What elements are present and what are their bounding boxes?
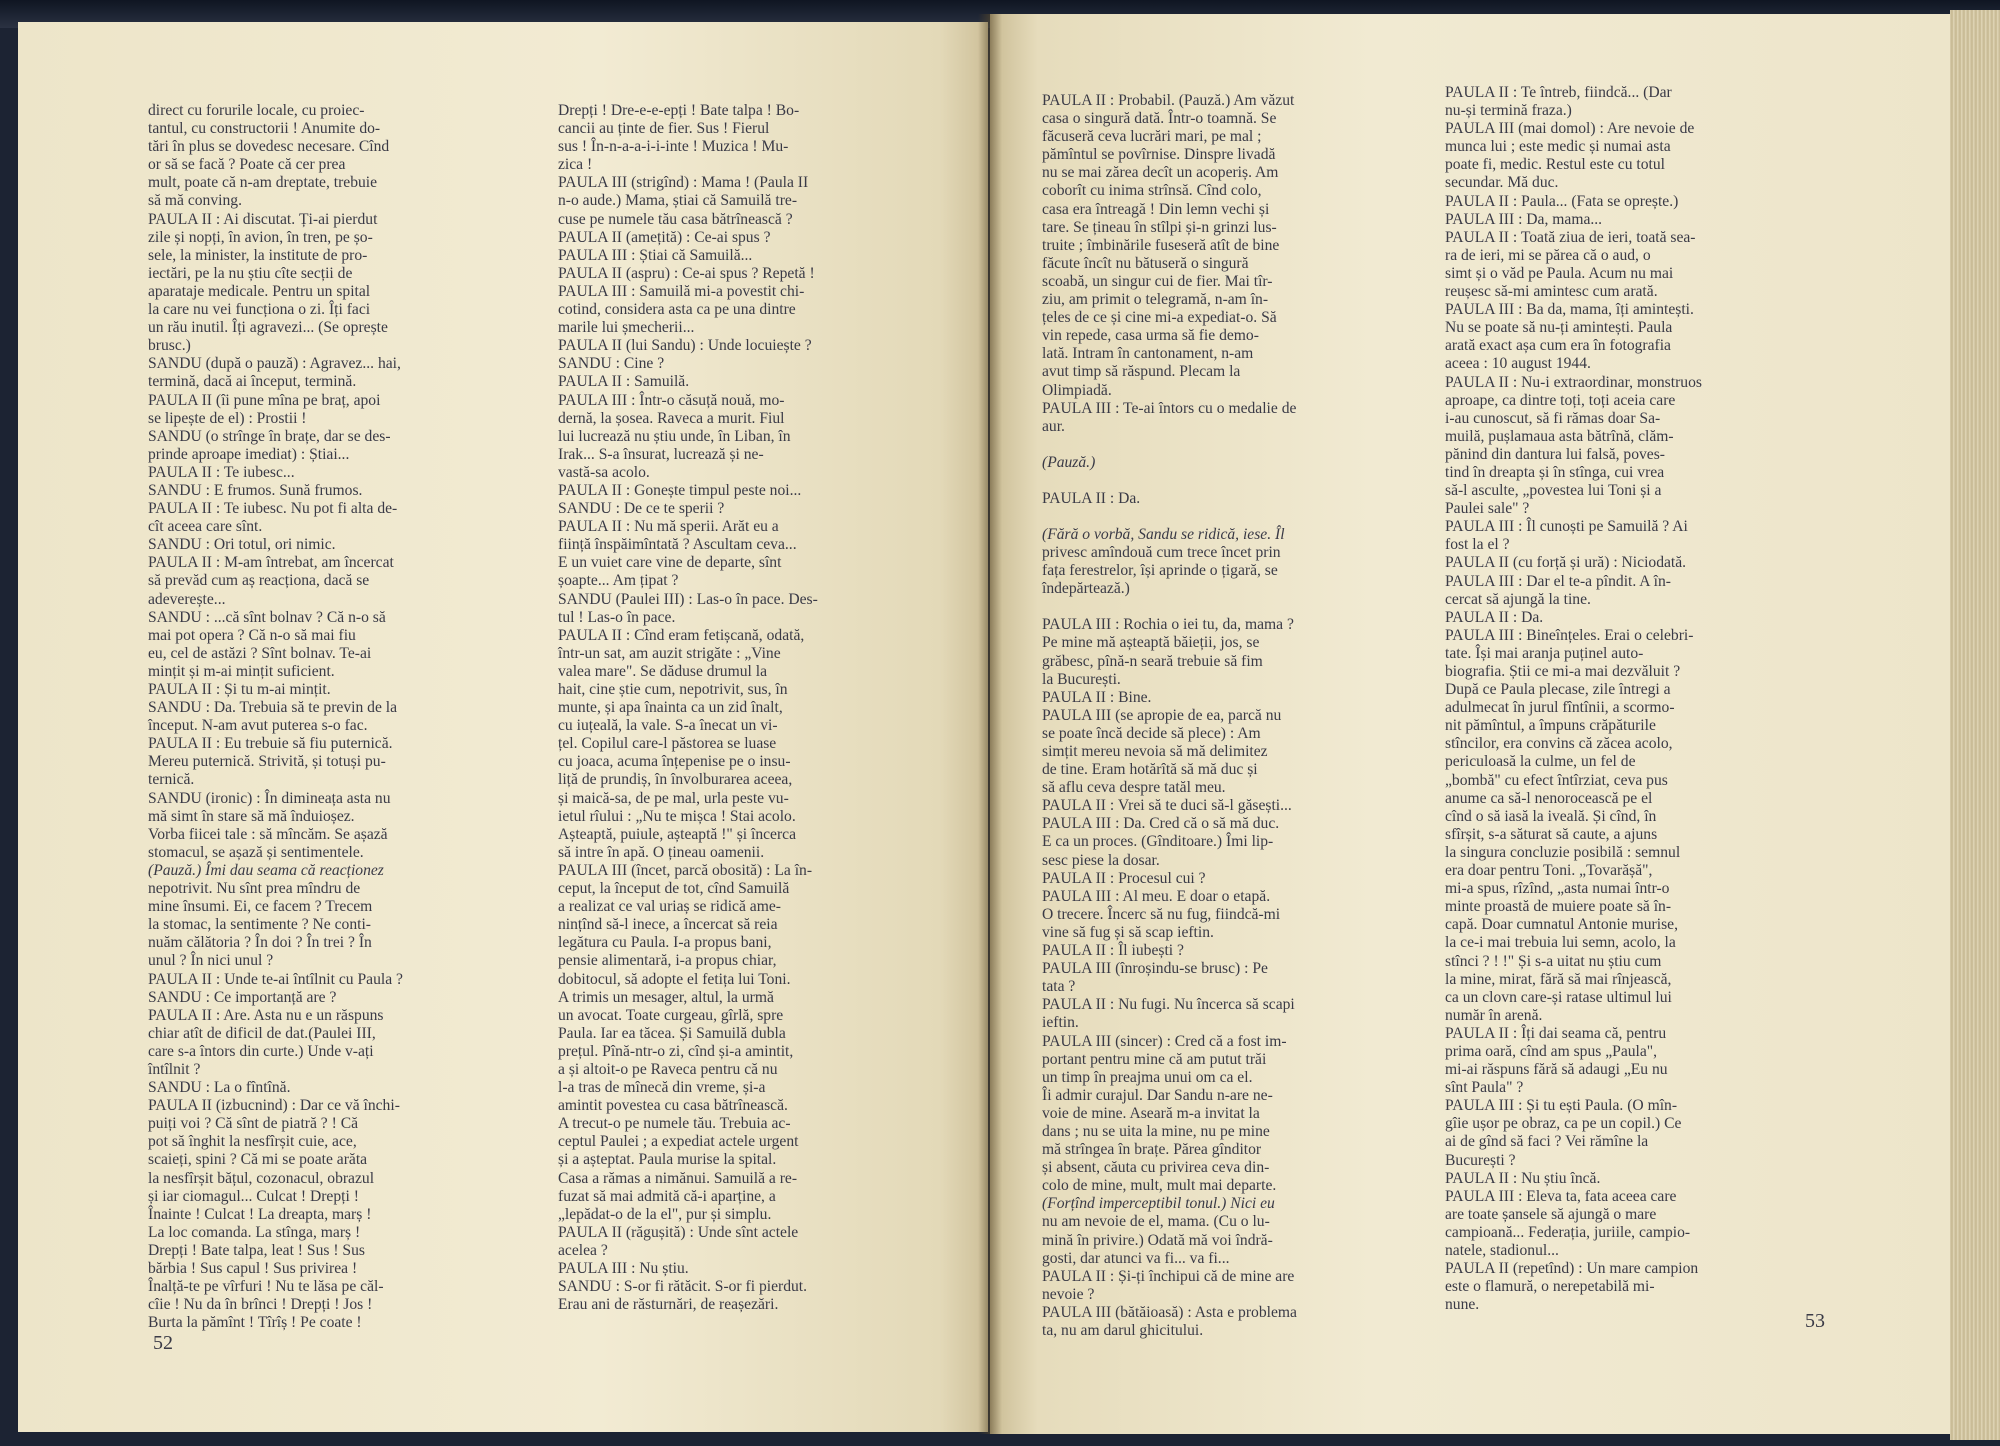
text-line: direct cu forurile locale, cu proiec- xyxy=(148,102,365,119)
text-line: care s-a întors din curte.) Unde v-ați xyxy=(148,1042,374,1060)
text-line: adeverește... xyxy=(148,590,226,608)
text-line: să-l asculte, „povestea lui Toni și a xyxy=(1445,482,1662,500)
text-line: (Pauză.) Îmi dau seama că reacționez xyxy=(148,861,384,879)
text-line: scaieți, spini ? Că mi se poate arăta xyxy=(148,1151,368,1169)
text-line: la ce-i mai trebuia lui semn, acolo, la xyxy=(1445,934,1676,952)
text-line: ra de ieri, mi se părea că o aud, o xyxy=(1445,246,1651,264)
text-line: PAULA II : Da. xyxy=(1445,608,1544,626)
text-line: zica ! xyxy=(558,156,593,174)
text-line: dernă, la șosea. Raveca a murit. Fiul xyxy=(558,409,785,427)
text-line: PAULA II : Paula... (Fata se oprește.) xyxy=(1445,192,1679,210)
text-line: PAULA III (bătăioasă) : Asta e problema xyxy=(1042,1303,1297,1321)
text-line: țel. Copilul care-l păstorea se luase xyxy=(558,735,777,753)
text-line: fuzat să mai admită că-i aparține, a xyxy=(558,1187,776,1205)
text-line: arată exact așa cum era în fotografia xyxy=(1445,337,1671,355)
text-line: hait, cine știe cum, nepotrivit, sus, în xyxy=(558,681,788,698)
text-line: Paulei sale" ? xyxy=(1445,500,1530,518)
text-line: Nu se poate să nu-ți amintești. Paula xyxy=(1445,319,1673,337)
text-line: PAULA III (înroșindu-se brusc) : Pe xyxy=(1042,960,1268,978)
text-line: Olimpiadă. xyxy=(1042,381,1112,399)
text-line: ceptul Paulei ; a expediat actele urgent xyxy=(558,1133,799,1151)
text-line: colo de mine, mult, mult mai departe. xyxy=(1042,1177,1277,1195)
text-line: amintit povestea cu casa bătrînească. xyxy=(558,1097,788,1115)
right-page xyxy=(990,14,1950,1434)
right-column-1 xyxy=(1042,92,1427,1340)
text-line: făcuseră ceva lucrări mari, pe mal ; xyxy=(1042,128,1262,146)
text-line: vine să fug și să scap ieftin. xyxy=(1042,923,1214,941)
book-gutter xyxy=(978,14,1002,1434)
text-line: Paula. Iar ea tăcea. Și Samuilă dubla xyxy=(558,1024,786,1042)
text-line: PAULA II : Procesul cui ? xyxy=(1042,869,1206,887)
text-line: PAULA III : Îl cunoști pe Samuilă ? Ai xyxy=(1445,518,1688,536)
text-line: era doar pentru Toni. „Tovarășă", xyxy=(1445,862,1653,880)
text-line: puiți voi ? Că sînt de piatră ? ! Că xyxy=(148,1115,359,1133)
text-line: nințînd să-l inece, a încercat să reia xyxy=(558,916,778,934)
text-line: se poate încă decide să plece) : Am xyxy=(1042,724,1261,742)
text-line: sînt Paula" ? xyxy=(1445,1079,1524,1097)
text-line: or să se facă ? Poate că cer prea xyxy=(148,156,346,174)
text-line: mințit și m-ai mințit suficient. xyxy=(148,662,335,680)
text-line: început. N-am avut puterea s-o fac. xyxy=(148,717,368,735)
text-line: poate fi, medic. Restul este cu totul xyxy=(1445,156,1665,174)
text-line: PAULA III (se apropie de ea, parcă nu xyxy=(1042,706,1282,724)
text-line: sfîrșit, s-a săturat să caute, a ajuns xyxy=(1445,825,1658,843)
right-column-2 xyxy=(1445,84,1830,1314)
text-line: cu iuțeală, la vale. S-a înecat un vi- xyxy=(558,717,778,735)
text-line: într-un sat, am auzit strigăte : „Vine xyxy=(558,644,781,662)
text-line: La loc comanda. La stînga, marș ! xyxy=(148,1223,361,1241)
text-line: PAULA II : Și-ți închipui că de mine are xyxy=(1042,1267,1295,1285)
text-line: chiar atît de dificil de dat.(Paulei III, xyxy=(148,1024,376,1042)
text-line: secundar. Mă duc. xyxy=(1445,174,1559,192)
text-line: SANDU : E frumos. Sună frumos. xyxy=(148,481,363,499)
text-line: După ce Paula plecase, zile întregi a xyxy=(1445,681,1671,699)
text-line: un avocat. Toate curgeau, gîrlă, spre xyxy=(558,1006,784,1024)
text-line: să intre în apă. O țineau oamenii. xyxy=(558,843,765,861)
text-line: acelea ? xyxy=(558,1241,608,1259)
text-line: tări în plus se dovedesc necesare. Cînd xyxy=(148,138,390,156)
text-line: natele, stadionul... xyxy=(1445,1242,1559,1259)
text-line: să prevăd cum aș reacționa, dacă se xyxy=(148,572,370,590)
text-line: iectări, pe la nu știu cîte secții de xyxy=(148,264,353,282)
text-line: PAULA III : Eleva ta, fata aceea care xyxy=(1445,1187,1677,1205)
text-line: de tine. Eram hotărîtă să mă duc și xyxy=(1042,761,1258,779)
text-line: îndepărtează.) xyxy=(1042,580,1130,598)
text-line: nit pămîntul, a împuns crăpăturile xyxy=(1445,717,1656,735)
text-line: Pe mine mă așteaptă băieții, jos, se xyxy=(1042,634,1260,652)
text-line: SANDU : Da. Trebuia să te previn de la xyxy=(148,699,398,717)
text-line: Drepți ! Bate talpa, leat ! Sus ! Sus xyxy=(148,1241,365,1259)
text-line: cu joaca, acuma înțepenise pe o insu- xyxy=(558,753,791,771)
text-line: nepotrivit. Nu sînt prea mîndru de xyxy=(148,880,361,898)
text-line: PAULA II : Îți dai seama că, pentru xyxy=(1445,1024,1667,1042)
text-line: PAULA II (îi pune mîna pe braț, apoi xyxy=(148,391,381,409)
text-line: E un vuiet care vine de departe, sînt xyxy=(558,554,782,572)
text-line: cîie ! Nu da în brînci ! Drepți ! Jos ! xyxy=(148,1296,373,1314)
text-line: să aflu ceva despre tatăl meu. xyxy=(1042,779,1226,797)
text-line: simt și o văd pe Paula. Acum nu mai xyxy=(1445,264,1674,282)
text-line: n-o aude.) Mama, știai că Samuilă tre- xyxy=(558,192,798,210)
text-line: aparataje medicale. Pentru un spital xyxy=(148,282,371,300)
text-line: nune. xyxy=(1445,1296,1480,1314)
text-line: bărbia ! Sus capul ! Sus privirea ! xyxy=(148,1260,358,1277)
text-line: se lipește de el) : Prostii ! xyxy=(148,409,307,427)
text-line: prinde aproape imediat) : Știai... xyxy=(148,445,350,463)
text-line: PAULA II (repetînd) : Un mare campion xyxy=(1445,1260,1699,1278)
text-line: PAULA II : Are. Asta nu e un răspuns xyxy=(148,1006,384,1024)
text-line: cotind, considera asta ca pe una dintre xyxy=(558,301,796,319)
text-line: stomacul, se așază și sentimentele. xyxy=(148,843,364,861)
left-column-2 xyxy=(558,102,948,1314)
text-line: A trimis un mesager, altul, la urmă xyxy=(558,988,774,1006)
text-line: PAULA III : Da, mama... xyxy=(1445,210,1603,228)
page-number-right: 53 xyxy=(1805,1310,1825,1332)
text-line: la București. xyxy=(1042,670,1121,688)
text-line: gîie ușor pe obraz, ca pe un copil.) Ce xyxy=(1445,1115,1682,1133)
text-line: zile și nopți, în avion, în tren, pe șo- xyxy=(148,228,373,246)
text-line: PAULA II (lui Sandu) : Unde locuiește ? xyxy=(558,337,812,355)
text-line xyxy=(1042,472,1427,490)
text-line: este o flamură, o nerepetabilă mi- xyxy=(1445,1278,1655,1296)
text-line: PAULA III : Al meu. E doar o etapă. xyxy=(1042,887,1271,905)
text-line: Casa a rămas a nimănui. Samuilă a re- xyxy=(558,1169,798,1187)
text-line: (Fără o vorbă, Sandu se ridică, iese. Îl xyxy=(1042,525,1285,543)
text-line: dobitocul, să adopte el fetița lui Toni. xyxy=(558,970,791,988)
text-line: PAULA III : Bineînțeles. Erai o celebri- xyxy=(1445,626,1694,644)
text-line: PAULA III (sincer) : Cred că a fost im- xyxy=(1042,1032,1287,1050)
text-line: mai pot opera ? Că n-o să mai fiu xyxy=(148,626,356,644)
text-line: PAULA II : Vrei să te duci să-l găsești... xyxy=(1042,797,1292,815)
text-line: Irak... S-a însurat, lucrează și ne- xyxy=(558,445,764,463)
text-line: lată. Intram în cantonament, n-am xyxy=(1042,345,1254,363)
text-line: Mereu puternică. Strivită, și totuși pu- xyxy=(148,753,386,771)
text-line: prima oară, cînd am spus „Paula", xyxy=(1445,1042,1658,1060)
text-line: a și altoit-o pe Raveca pentru că nu xyxy=(558,1060,778,1078)
text-line: dans ; nu se uita la mine, nu pe mine xyxy=(1042,1122,1270,1140)
text-line: portant pentru mine că am putut trăi xyxy=(1042,1050,1267,1068)
text-line: București ? xyxy=(1445,1151,1516,1169)
text-line: cercat să ajungă la tine. xyxy=(1445,590,1591,608)
text-line: SANDU : De ce te sperii ? xyxy=(558,500,725,518)
text-line: ieftin. xyxy=(1042,1014,1079,1032)
text-line: nevoie ? xyxy=(1042,1285,1095,1303)
text-line: avut timp să răspund. Plecam la xyxy=(1042,363,1241,381)
text-line: legătura cu Paula. I-a propus bani, xyxy=(558,934,772,952)
text-line: Drepți ! Dre-e-e-epți ! Bate talpa ! Bo- xyxy=(558,102,800,119)
text-line: reușesc să-mi amintesc cum arată. xyxy=(1445,283,1658,301)
text-line: PAULA II : Te iubesc. Nu pot fi alta de- xyxy=(148,500,398,518)
text-line: ziu, am primit o telegramă, n-am în- xyxy=(1042,291,1269,309)
text-line: tata ? xyxy=(1042,978,1076,996)
text-line: Erau ani de răsturnări, de reașezări. xyxy=(558,1296,779,1314)
text-line: anume ca să-l nenorocească pe el xyxy=(1445,789,1653,807)
text-line: brusc.) xyxy=(148,337,191,355)
text-line: PAULA II : Bine. xyxy=(1042,688,1152,706)
text-line: PAULA II (amețită) : Ce-ai spus ? xyxy=(558,228,771,246)
text-line: capă. Doar cumnatul Antonie murise, xyxy=(1445,916,1678,934)
page-number-left: 52 xyxy=(153,1332,173,1354)
text-line: PAULA II : Nu mă sperii. Arăt eu a xyxy=(558,518,779,536)
text-line: PAULA II : Te iubesc... xyxy=(148,463,295,481)
text-line: PAULA III : Da. Cred că o să mă duc. xyxy=(1042,815,1280,833)
text-line: sus ! În-n-a-a-i-i-inte ! Muzica ! Mu- xyxy=(558,138,789,156)
text-line: la singura concluzie posibilă : semnul xyxy=(1445,843,1681,861)
text-line: ființă înspăimîntată ? Ascultam ceva... xyxy=(558,536,797,554)
text-line: PAULA II : Toată ziua de ieri, toată sea- xyxy=(1445,228,1696,246)
text-line: vin repede, casa urma să fie demo- xyxy=(1042,327,1259,345)
text-line: PAULA II : Nu-i extraordinar, monstruos xyxy=(1445,373,1702,391)
text-line xyxy=(1042,598,1427,616)
text-line: pot să înghit la nesfîrșit cuie, ace, xyxy=(148,1133,357,1151)
text-line: mă simt în stare să mă înduioșez. xyxy=(148,807,355,825)
text-line: nu am nevoie de el, mama. (Cu o lu- xyxy=(1042,1213,1270,1231)
text-line: PAULA II : Unde te-ai întîlnit cu Paula ? xyxy=(148,970,403,988)
text-line: la stomac, la sentimente ? Ne conti- xyxy=(148,916,371,934)
text-line: valea mare". Se dăduse drumul la xyxy=(558,662,768,680)
text-line: făcute încît nu bătuseră o singură xyxy=(1042,254,1249,272)
text-line: nu-și termină fraza.) xyxy=(1445,102,1572,120)
text-line: prețul. Pînă-ntr-o zi, cînd și-a amintit, xyxy=(558,1042,794,1060)
text-line: ta, nu am darul ghicitului. xyxy=(1042,1322,1204,1339)
text-line: SANDU (ironic) : În dimineața asta nu xyxy=(148,789,391,807)
text-line: minte proastă de muiere poate să în- xyxy=(1445,898,1672,916)
text-line: tul ! Las-o în pace. xyxy=(558,608,676,626)
text-line: mult, poate că n-am dreptate, trebuie xyxy=(148,174,378,192)
text-line: privesc amîndouă cum trece încet prin xyxy=(1042,544,1281,562)
text-line: (Forțînd imperceptibil tonul.) Nici eu xyxy=(1042,1195,1275,1213)
text-line: PAULA II (aspru) : Ce-ai spus ? Repetă ! xyxy=(558,264,815,282)
text-line: SANDU : ...că sînt bolnav ? Că n-o să xyxy=(148,608,386,626)
text-line: casa o singură dată. Într-o toamnă. Se xyxy=(1042,110,1277,128)
text-line: vastă-sa acolo. xyxy=(558,463,650,481)
text-line: termină, dacă ai început, termină. xyxy=(148,373,357,391)
text-line: ietul rîului : „Nu te mișca ! Stai acolo. xyxy=(558,807,796,825)
text-line: PAULA II : Te întreb, fiindcă... (Dar xyxy=(1445,84,1672,101)
text-line: scoabă, un singur cui de fier. Mai tîr- xyxy=(1042,272,1273,290)
text-line: are toate șansele să ajungă o mare xyxy=(1445,1205,1657,1223)
text-line: PAULA III : Nu știu. xyxy=(558,1260,689,1277)
text-line: SANDU : S-or fi rătăcit. S-or fi pierdut. xyxy=(558,1278,808,1296)
text-line: cuse pe numele tău casa bătrînească ? xyxy=(558,210,793,228)
text-line: să mă conving. xyxy=(148,192,242,210)
text-line: biografia. Știi ce mi-a mai dezvăluit ? xyxy=(1445,663,1681,680)
text-line: aur. xyxy=(1042,417,1065,435)
text-line: PAULA II : M-am întrebat, am încercat xyxy=(148,554,394,572)
text-line: PAULA III : Samuilă mi-a povestit chi- xyxy=(558,282,805,300)
text-line: PAULA II : Gonește timpul peste noi... xyxy=(558,481,802,499)
text-line: Burta la pămînt ! Tîrîș ! Pe coate ! xyxy=(148,1314,362,1332)
text-line: truite ; îmbinările fuseseră atît de bine xyxy=(1042,236,1280,254)
text-line: voie de mine. Aseară m-a invitat la xyxy=(1042,1104,1260,1122)
text-line: un rău inutil. Îți agravezi... (Se oprește xyxy=(148,319,388,337)
text-line: țeles de ce și cine mi-a expediat-o. Să xyxy=(1042,309,1277,327)
text-line: la nesfîrșit bățul, cozonacul, obrazul xyxy=(148,1169,375,1187)
text-line: PAULA III : Și tu ești Paula. (O mîn- xyxy=(1445,1097,1678,1115)
text-line: Înalță-te pe vîrfuri ! Nu te lăsa pe căl- xyxy=(148,1278,384,1296)
text-line: ai de gînd să faci ? Vei rămîne la xyxy=(1445,1133,1649,1151)
text-line: a realizat ce val uriaș se ridică ame- xyxy=(558,898,781,916)
text-line: grăbesc, pînă-n seară trebuie să fim xyxy=(1042,652,1263,670)
text-line: munca lui ; este medic și numai asta xyxy=(1445,138,1671,156)
text-line: stînci ? ! !" Și s-a uitat nu știu cum xyxy=(1445,952,1662,970)
text-line: marile lui șmecherii... xyxy=(558,319,695,337)
page-stack-edge xyxy=(1950,10,2000,1440)
text-line: adulmecat în jurul fîntînii, a scormo- xyxy=(1445,699,1675,717)
text-line: nu se mai zărea decît un acoperiș. Am xyxy=(1042,164,1279,182)
text-line: ternică. xyxy=(148,771,195,789)
text-line: casa era întreagă ! Din lemn vechi și xyxy=(1042,200,1270,218)
text-line: un timp în preajma unui om ca el. xyxy=(1042,1068,1253,1086)
text-line: și maică-sa, de pe mal, urla peste vu- xyxy=(558,789,789,807)
text-line: stîncilor, era convins că zăcea acolo, xyxy=(1445,735,1673,753)
text-line: cît aceea care sînt. xyxy=(148,518,263,536)
text-line: Îi admir curajul. Dar Sandu n-are ne- xyxy=(1042,1086,1273,1104)
text-line xyxy=(1042,508,1427,526)
text-line: simțit mereu nevoia să mă delimitez xyxy=(1042,743,1268,760)
text-line: tate. Își mai aranja puținel auto- xyxy=(1445,644,1644,662)
text-line: PAULA II : Da. xyxy=(1042,489,1141,507)
text-line: E ca un proces. (Gînditoare.) Îmi lip- xyxy=(1042,833,1274,851)
text-line: număr în arenă. xyxy=(1445,1006,1543,1024)
text-line: cînd o să iasă la iveală. Și cînd, în xyxy=(1445,807,1657,825)
text-line: pănind din dantura lui falsă, poves- xyxy=(1445,445,1665,463)
text-line: ceput, la început de tot, cînd Samuilă xyxy=(558,880,790,898)
text-line: PAULA II (răgușită) : Unde sînt actele xyxy=(558,1223,799,1241)
text-line: (Pauză.) xyxy=(1042,453,1096,471)
text-line xyxy=(1042,436,1427,454)
text-line: SANDU (după o pauză) : Agravez... hai, xyxy=(148,355,401,373)
text-line: mină în privire.) Odată mă voi îndră- xyxy=(1042,1231,1273,1249)
text-line: muilă, pușlamaua asta bătrînă, clăm- xyxy=(1445,427,1674,445)
text-line: PAULA II (cu forță și ură) : Niciodată. xyxy=(1445,554,1687,572)
text-line: pămîntul se povîrnise. Dinspre livadă xyxy=(1042,146,1276,164)
text-line: campioană... Federația, juriile, campio- xyxy=(1445,1223,1691,1241)
text-line: fost la el ? xyxy=(1445,536,1510,554)
text-line: PAULA III : Rochia o iei tu, da, mama ? xyxy=(1042,616,1294,634)
text-line: SANDU : La o fîntînă. xyxy=(148,1079,291,1097)
text-line: munte, și apa înainta ca un zid înalt, xyxy=(558,699,783,717)
text-line: pensie alimentară, i-a propus chiar, xyxy=(558,952,777,970)
text-line: unul ? În nici unul ? xyxy=(148,952,274,970)
text-line: la mine, mirat, fără să mai rînjească, xyxy=(1445,970,1672,988)
text-line: Așteaptă, puiule, așteaptă !" și încerca xyxy=(558,825,797,843)
text-line: mi-a spus, rîzînd, „asta numai într-o xyxy=(1445,880,1670,898)
text-line: PAULA III (strigînd) : Mama ! (Paula II xyxy=(558,174,809,192)
text-line: PAULA III (încet, parcă obosită) : La în- xyxy=(558,861,813,879)
text-line: mi-ai răspuns fără să adaugi „Eu nu xyxy=(1445,1061,1668,1079)
text-line: eu, cel de astăzi ? Sînt bolnav. Te-ai xyxy=(148,644,372,662)
text-line: fața ferestrelor, își aprinde o țigară, se xyxy=(1042,562,1278,580)
text-line: aceea : 10 august 1944. xyxy=(1445,355,1591,373)
text-line: SANDU (o strînge în brațe, dar se des- xyxy=(148,427,391,445)
text-line: lui lucrează nu știu unde, în Liban, în xyxy=(558,427,791,445)
text-line: mă strîngea în brațe. Părea gînditor xyxy=(1042,1141,1262,1159)
text-line: PAULA II : Nu fugi. Nu încerca să scapi xyxy=(1042,996,1295,1014)
text-line: gosti, dar atunci va fi... va fi... xyxy=(1042,1249,1230,1267)
text-line: SANDU : Ori totul, ori nimic. xyxy=(148,536,336,554)
text-line: PAULA III : Știai că Samuilă... xyxy=(558,246,753,264)
text-line: PAULA II : Eu trebuie să fiu puternică. xyxy=(148,735,393,753)
text-line: SANDU : Ce importanță are ? xyxy=(148,988,337,1006)
text-line: PAULA III (mai domol) : Are nevoie de xyxy=(1445,120,1695,138)
text-line: PAULA III : Dar el te-a pîndit. A în- xyxy=(1445,572,1671,590)
text-line: liță de prundiș, în învolburarea aceea, xyxy=(558,771,793,789)
text-line: nuăm călătoria ? În doi ? În trei ? În xyxy=(148,934,372,952)
text-line: PAULA II : Cînd eram fetișcană, odată, xyxy=(558,626,805,644)
text-line: SANDU : Cine ? xyxy=(558,355,665,373)
text-line: i-au cunoscut, să fi rămas doar Sa- xyxy=(1445,409,1661,427)
text-line: și absent, căuta cu privirea ceva din- xyxy=(1042,1159,1270,1177)
text-line: „bombă" cu efect întîrziat, ceva pus xyxy=(1445,771,1668,789)
text-line: și iar ciomagul... Culcat ! Drepți ! xyxy=(148,1187,359,1205)
text-line: SANDU (Paulei III) : Las-o în pace. Des- xyxy=(558,590,818,608)
left-page xyxy=(18,22,988,1432)
text-line: Vorba fiicei tale : să mîncăm. Se așază xyxy=(148,825,388,843)
text-line: tare. Se țineau în stîlpi și-n grinzi lus- xyxy=(1042,218,1277,236)
text-line: sele, la minister, la institute de pro- xyxy=(148,246,368,264)
text-line: PAULA II : Ai discutat. Ți-ai pierdut xyxy=(148,210,378,228)
text-line: PAULA II : Și tu m-ai mințit. xyxy=(148,681,331,698)
text-line: PAULA III : Într-o căsuță nouă, mo- xyxy=(558,391,785,409)
text-line: PAULA III : Te-ai întors cu o medalie de xyxy=(1042,399,1297,417)
text-line: A trecut-o pe numele tău. Trebuia ac- xyxy=(558,1115,791,1133)
text-line: șoapte... Am țipat ? xyxy=(558,572,679,590)
text-line: PAULA II : Probabil. (Pauză.) Am văzut xyxy=(1042,92,1295,109)
text-line: mine însumi. Ei, ce facem ? Trecem xyxy=(148,898,373,916)
left-column-1 xyxy=(148,102,540,1332)
text-line: întîlnit ? xyxy=(148,1060,201,1078)
text-line: PAULA II : Samuilă. xyxy=(558,373,690,391)
text-line: sesc piese la dosar. xyxy=(1042,851,1160,869)
text-line: la care nu vei funcționa o zi. Îți faci xyxy=(148,301,371,319)
text-line: l-a tras de mînecă din vreme, și-a xyxy=(558,1079,766,1097)
text-line: „lepădat-o de la el", pur și simplu. xyxy=(558,1205,772,1223)
text-line: tind în dreapta și în stînga, cui vrea xyxy=(1445,463,1665,481)
text-line: PAULA II : Îl iubești ? xyxy=(1042,942,1184,960)
text-line: PAULA III : Ba da, mama, îți amintești. xyxy=(1445,301,1694,319)
text-line: coborît cu inima strînsă. Cînd colo, xyxy=(1042,182,1262,200)
text-line: PAULA II : Nu știu încă. xyxy=(1445,1169,1601,1187)
text-line: ca un clovn care-și ratase ultimul lui xyxy=(1445,988,1672,1006)
text-line: și a așteptat. Paula murise la spital. xyxy=(558,1151,777,1169)
text-line: cancii au ținte de fier. Sus ! Fierul xyxy=(558,120,770,138)
text-line: PAULA II (izbucnind) : Dar ce vă închi- xyxy=(148,1097,400,1115)
text-line: periculoasă la culme, un fel de xyxy=(1445,753,1636,771)
text-line: Înainte ! Culcat ! La dreapta, marș ! xyxy=(148,1205,372,1223)
text-line: aproape, ca dintre toți, toți aceia care xyxy=(1445,391,1676,409)
text-line: tantul, cu constructorii ! Anumite do- xyxy=(148,120,381,138)
text-line: O trecere. Încerc să nu fug, fiindcă-mi xyxy=(1042,905,1281,923)
